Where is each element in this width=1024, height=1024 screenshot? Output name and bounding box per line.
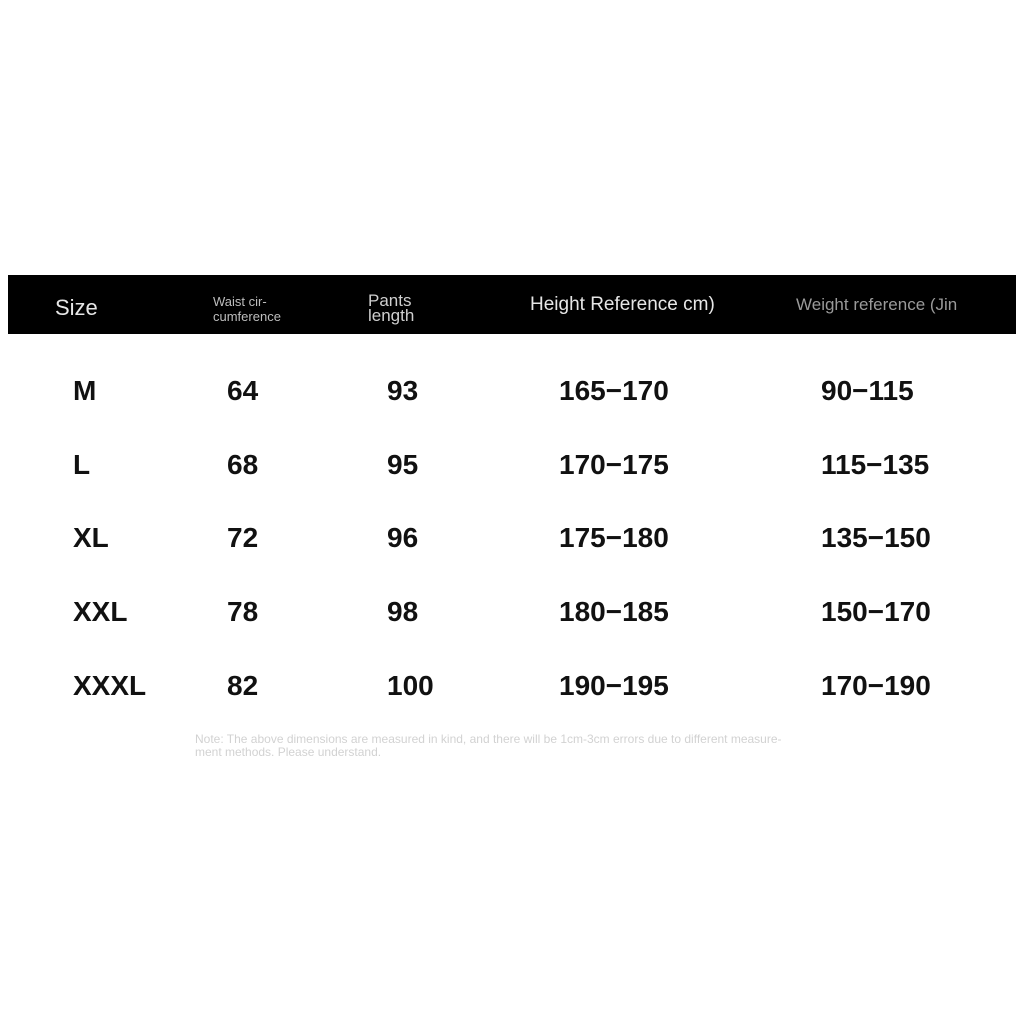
cell-height: 190−195 <box>559 669 669 701</box>
cell-pants: 100 <box>387 669 434 701</box>
cell-pants: 98 <box>387 596 419 628</box>
table-row <box>0 650 1024 724</box>
header-pants-line2: length <box>368 306 415 326</box>
table-row <box>0 502 1024 576</box>
cell-size: XL <box>73 522 109 554</box>
cell-height: 170−175 <box>559 448 669 480</box>
cell-height: 180−185 <box>559 596 669 628</box>
cell-weight: 115−135 <box>821 448 930 480</box>
cell-weight: 170−190 <box>821 669 931 701</box>
cell-waist: 78 <box>227 596 259 628</box>
cell-pants: 93 <box>387 375 419 406</box>
header-waist-line1: Waist cir- <box>213 294 267 309</box>
table-row <box>0 576 1024 650</box>
cell-waist: 64 <box>227 375 259 406</box>
cell-waist: 82 <box>227 669 259 701</box>
header-waist-line2: cumference <box>213 308 281 324</box>
table-row <box>0 355 1024 429</box>
size-table-body <box>0 355 1024 723</box>
cell-pants: 96 <box>387 522 419 554</box>
cell-height: 165−170 <box>559 375 669 406</box>
measurement-note <box>195 733 805 759</box>
cell-weight: 90−115 <box>821 375 914 406</box>
note-line2: ment methods. Please understand. <box>195 745 382 760</box>
cell-height: 175−180 <box>559 522 669 554</box>
size-table-header <box>8 275 1016 334</box>
cell-size: XXXL <box>73 669 147 701</box>
header-pants-length <box>368 293 438 324</box>
cell-waist: 68 <box>227 448 259 480</box>
cell-size: L <box>73 448 91 480</box>
note-line1: Note: The above dimensions are measured in kind, and there will be 1cm-3cm errors due to different measure- <box>195 732 782 746</box>
header-height-reference: Height Reference cm) <box>530 294 715 315</box>
cell-size: XXL <box>73 596 128 628</box>
header-weight-reference: Weight reference (Jin <box>796 295 958 314</box>
cell-size: M <box>73 375 97 406</box>
cell-pants: 95 <box>387 448 419 480</box>
cell-weight: 150−170 <box>821 596 931 628</box>
header-size: Size <box>55 295 98 320</box>
header-pants-line1: Pants <box>368 291 412 310</box>
table-row <box>0 429 1024 503</box>
header-waist-circumference <box>213 295 303 325</box>
cell-waist: 72 <box>227 522 259 554</box>
cell-weight: 135−150 <box>821 522 931 554</box>
